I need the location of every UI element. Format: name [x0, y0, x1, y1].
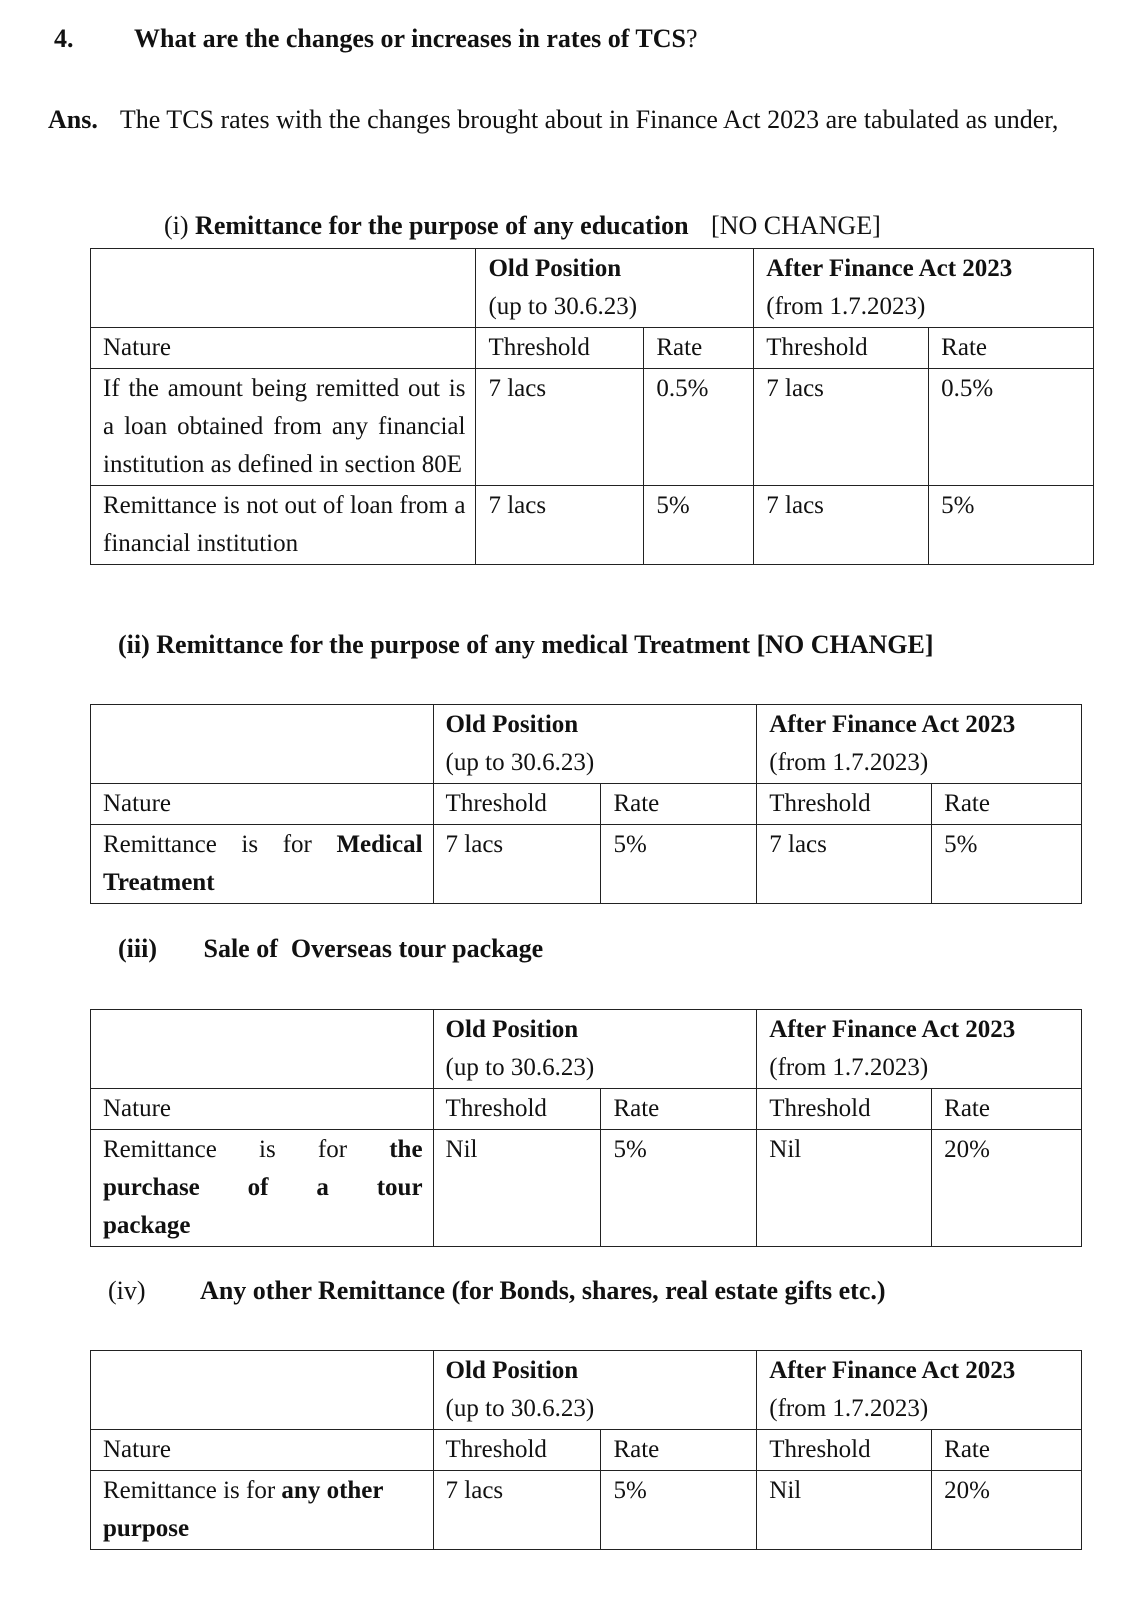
- old-threshold-cell: 7 lacs: [433, 825, 601, 904]
- old-threshold-cell: Nil: [433, 1130, 601, 1247]
- new-position-title: After Finance Act 2023: [766, 255, 1013, 282]
- section-3-title: [118, 934, 543, 964]
- new-rate-cell: 5%: [932, 825, 1082, 904]
- old-position-title: Old Position: [445, 1016, 579, 1043]
- new-threshold-cell: 7 lacs: [754, 369, 929, 486]
- old-position-title: Old Position: [488, 255, 622, 282]
- new-threshold-header: Threshold: [757, 1089, 932, 1130]
- old-position-header: [433, 705, 757, 784]
- question-body: What are the changes or increases in rates of TCS: [134, 24, 686, 53]
- old-threshold-header: Threshold: [476, 328, 644, 369]
- old-position-sub: (up to 30.6.23): [445, 1395, 595, 1422]
- nature-header: Nature: [91, 1089, 434, 1130]
- section-1-title: [164, 211, 881, 241]
- question-mark: ?: [686, 24, 698, 53]
- nature-header: Nature: [91, 328, 476, 369]
- new-rate-header: Rate: [932, 784, 1082, 825]
- answer-text: The TCS rates with the changes brought about in Finance Act 2023 are tabulated as under,: [119, 105, 1059, 134]
- new-position-header: [757, 1010, 1082, 1089]
- nature-text: Remittance is for: [103, 1136, 348, 1163]
- new-threshold-header: Threshold: [757, 1430, 932, 1471]
- section-2-heading: Remittance for the purpose of any medical Treatment [NO CHANGE]: [156, 630, 934, 659]
- old-threshold-header: Threshold: [433, 1089, 601, 1130]
- new-threshold-cell: Nil: [757, 1471, 932, 1550]
- new-position-sub: (from 1.7.2023): [769, 1054, 929, 1081]
- old-rate-cell: 5%: [601, 1471, 757, 1550]
- new-threshold-cell: 7 lacs: [757, 825, 932, 904]
- section-1-roman: (i): [164, 211, 189, 240]
- section-2-title: [118, 630, 934, 660]
- nature-header: Nature: [91, 1430, 434, 1471]
- old-threshold-header: Threshold: [433, 784, 601, 825]
- new-position-sub: (from 1.7.2023): [769, 1395, 929, 1422]
- old-threshold-cell: 7 lacs: [476, 369, 644, 486]
- old-rate-header: Rate: [601, 1430, 757, 1471]
- nature-text: Remittance is for: [103, 831, 312, 858]
- section-4-roman: (iv): [108, 1276, 146, 1305]
- education-table: [90, 248, 1094, 565]
- section-2-roman: (ii): [118, 630, 150, 659]
- old-rate-cell: 5%: [601, 1130, 757, 1247]
- column-header-row: [91, 328, 1094, 369]
- header-blank-cell: [91, 1010, 434, 1089]
- old-position-header: [476, 249, 754, 328]
- new-position-sub: (from 1.7.2023): [766, 293, 926, 320]
- old-position-title: Old Position: [445, 711, 579, 738]
- new-position-header: [757, 1351, 1082, 1430]
- nature-emphasis: the purchase of a tour package: [103, 1136, 423, 1239]
- old-rate-header: Rate: [601, 1089, 757, 1130]
- new-position-sub: (from 1.7.2023): [769, 749, 929, 776]
- new-rate-cell: 0.5%: [929, 369, 1094, 486]
- old-position-sub: (up to 30.6.23): [445, 749, 595, 776]
- nature-cell: [91, 825, 434, 904]
- new-rate-header: Rate: [929, 328, 1094, 369]
- new-position-title: After Finance Act 2023: [769, 1016, 1016, 1043]
- question-text: [134, 24, 698, 54]
- tour-package-table: [90, 1009, 1082, 1247]
- nature-cell: [91, 1130, 434, 1247]
- new-threshold-cell: Nil: [757, 1130, 932, 1247]
- new-position-title: After Finance Act 2023: [769, 711, 1016, 738]
- old-rate-cell: 5%: [601, 825, 757, 904]
- section-4-heading: Any other Remittance (for Bonds, shares, real estate gifts etc.): [200, 1276, 886, 1305]
- column-header-row: [91, 1089, 1082, 1130]
- section-1-tag: [NO CHANGE]: [711, 211, 881, 240]
- nature-header: Nature: [91, 784, 434, 825]
- nature-emphasis: Medical Treatment: [103, 831, 423, 896]
- old-threshold-header: Threshold: [433, 1430, 601, 1471]
- new-rate-cell: 5%: [929, 486, 1094, 565]
- answer-paragraph: [48, 100, 1088, 139]
- nature-cell: Remittance is not out of loan from a financial institution: [91, 486, 476, 565]
- new-threshold-header: Threshold: [754, 328, 929, 369]
- nature-text: Remittance is for: [103, 1477, 276, 1504]
- old-position-header: [433, 1010, 757, 1089]
- column-header-row: [91, 1430, 1082, 1471]
- old-rate-header: Rate: [644, 328, 754, 369]
- old-position-header: [433, 1351, 757, 1430]
- section-1-heading: Remittance for the purpose of any education: [195, 211, 689, 240]
- column-header-row: [91, 784, 1082, 825]
- new-threshold-header: Threshold: [757, 784, 932, 825]
- nature-emphasis: any other purpose: [103, 1477, 384, 1542]
- new-position-header: [754, 249, 1094, 328]
- new-rate-header: Rate: [932, 1089, 1082, 1130]
- old-threshold-cell: 7 lacs: [433, 1471, 601, 1550]
- old-rate-header: Rate: [601, 784, 757, 825]
- old-rate-cell: 0.5%: [644, 369, 754, 486]
- answer-label: Ans.: [48, 105, 98, 134]
- nature-cell: If the amount being remitted out is a loan obtained from any financial institution as defined in section 80E: [91, 369, 476, 486]
- nature-cell: [91, 1471, 434, 1550]
- table-row: [91, 825, 1082, 904]
- old-position-title: Old Position: [445, 1357, 579, 1384]
- table-row: [91, 1471, 1082, 1550]
- other-remittance-table: [90, 1350, 1082, 1550]
- new-rate-cell: 20%: [932, 1471, 1082, 1550]
- table-row: [91, 369, 1094, 486]
- section-3-roman: (iii): [118, 934, 157, 963]
- new-rate-header: Rate: [932, 1430, 1082, 1471]
- new-position-title: After Finance Act 2023: [769, 1357, 1016, 1384]
- old-position-sub: (up to 30.6.23): [445, 1054, 595, 1081]
- table-row: [91, 486, 1094, 565]
- section-4-title: [108, 1276, 886, 1306]
- new-rate-cell: 20%: [932, 1130, 1082, 1247]
- header-blank-cell: [91, 249, 476, 328]
- table-row: [91, 1130, 1082, 1247]
- old-rate-cell: 5%: [644, 486, 754, 565]
- new-threshold-cell: 7 lacs: [754, 486, 929, 565]
- section-3-heading: Sale of Overseas tour package: [203, 934, 544, 963]
- medical-table: [90, 704, 1082, 904]
- question-number: 4.: [54, 24, 74, 53]
- new-position-header: [757, 705, 1082, 784]
- old-threshold-cell: 7 lacs: [476, 486, 644, 565]
- header-blank-cell: [91, 705, 434, 784]
- old-position-sub: (up to 30.6.23): [488, 293, 638, 320]
- header-blank-cell: [91, 1351, 434, 1430]
